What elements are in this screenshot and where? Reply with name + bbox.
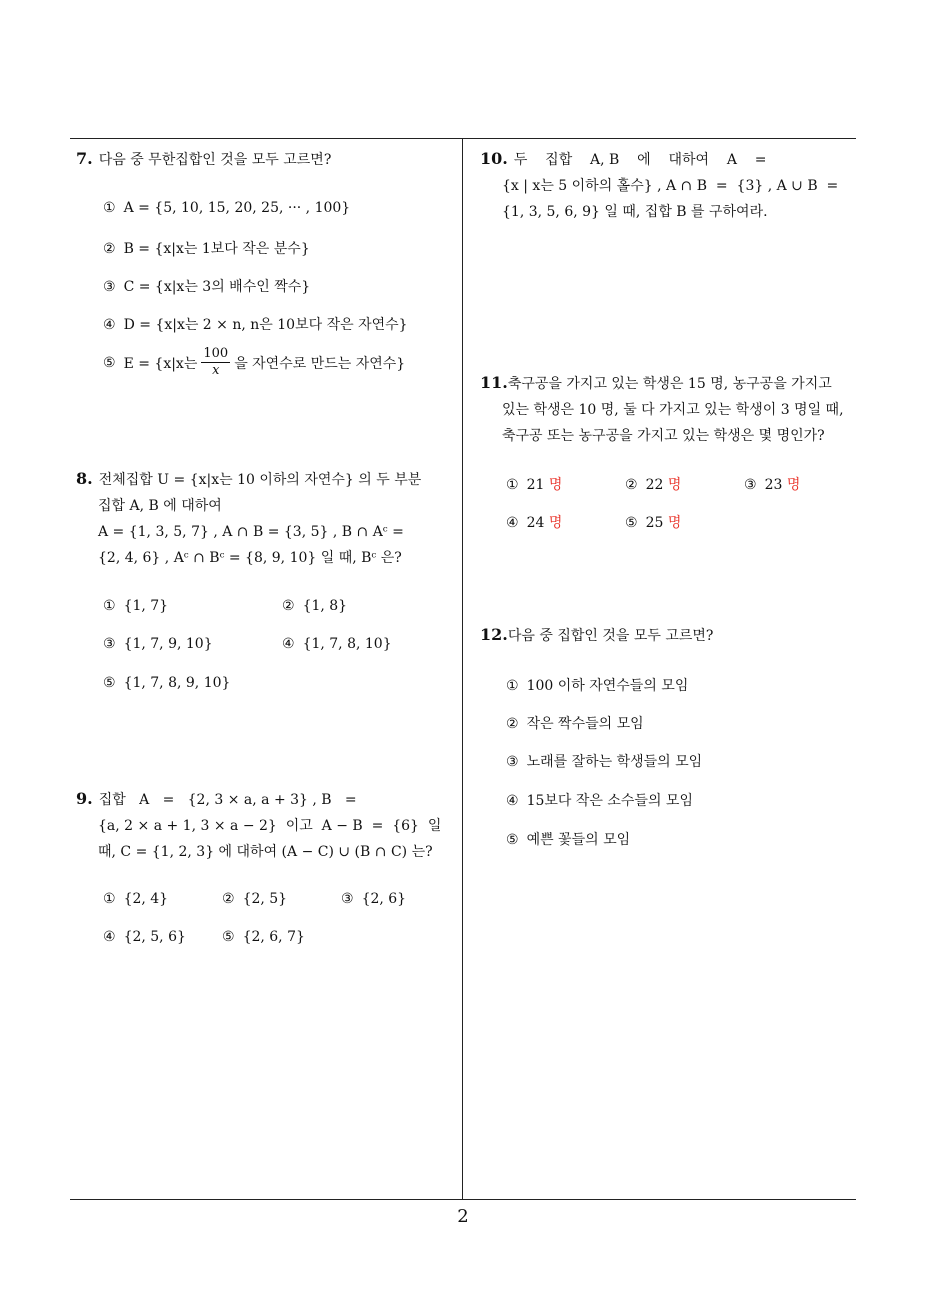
option-marker: ④ xyxy=(103,929,116,945)
q9-option-2[interactable] xyxy=(222,891,287,907)
option-value: 24 xyxy=(526,515,545,531)
question-11 xyxy=(480,370,864,449)
question-stem-line: 전체집합 U = {x|x는 10 이하의 자연수} 의 두 부분 xyxy=(98,472,422,488)
option-marker: ① xyxy=(103,891,116,907)
q7-option-4[interactable] xyxy=(103,314,408,334)
option-text: 100 이하 자연수들의 모임 xyxy=(526,678,689,694)
question-number: 9. xyxy=(76,789,93,808)
option-unit: 명 xyxy=(548,515,563,531)
q11-option-4[interactable] xyxy=(506,512,562,532)
q7-option-5[interactable] xyxy=(103,346,405,379)
option-marker: ③ xyxy=(103,279,116,295)
question-stem-line: 축구공을 가지고 있는 학생은 15 명, 농구공을 가지고 xyxy=(507,376,832,392)
q11-option-5[interactable] xyxy=(625,512,681,532)
option-value: 25 xyxy=(645,515,664,531)
option-text: 15보다 작은 소수들의 모임 xyxy=(526,793,693,809)
option-marker: ② xyxy=(625,477,638,493)
q8-option-2[interactable] xyxy=(282,598,347,614)
q8-option-5[interactable] xyxy=(103,675,230,691)
q8-option-3[interactable] xyxy=(103,636,213,652)
question-7 xyxy=(76,146,456,173)
option-value: 23 xyxy=(764,477,783,493)
option-marker: ① xyxy=(103,200,116,216)
question-stem-line: {a, 2 × a + 1, 3 × a − 2} 이고 A − B = {6} 일 xyxy=(98,818,442,834)
option-text: C = {x|x는 3의 배수인 짝수} xyxy=(123,279,311,295)
option-text: {2, 6, 7} xyxy=(242,929,305,945)
option-text: {2, 5} xyxy=(242,891,288,907)
option-marker: ⑤ xyxy=(506,832,519,848)
option-text-pre: E = {x|x는 xyxy=(123,355,198,372)
q9-option-3[interactable] xyxy=(341,891,406,907)
q12-option-3[interactable] xyxy=(506,751,702,771)
option-text: D = {x|x는 2 × n, n은 10보다 작은 자연수} xyxy=(123,317,408,333)
option-unit: 명 xyxy=(667,477,682,493)
question-number: 10. xyxy=(480,149,508,168)
option-marker: ① xyxy=(103,598,116,614)
top-rule xyxy=(70,138,856,139)
question-number: 7. xyxy=(76,149,93,168)
q11-option-2[interactable] xyxy=(625,474,681,494)
question-stem: 다음 중 집합인 것을 모두 고르면? xyxy=(507,628,714,644)
option-marker: ③ xyxy=(103,636,116,652)
option-unit: 명 xyxy=(786,477,801,493)
fraction xyxy=(201,346,230,379)
q11-option-3[interactable] xyxy=(744,474,800,494)
option-text: {1, 7, 9, 10} xyxy=(123,636,213,652)
question-stem-line: 두 집합 A, B 에 대하여 A = xyxy=(513,152,767,168)
question-number: 8. xyxy=(76,469,93,488)
option-value: 22 xyxy=(645,477,664,493)
option-text: {1, 8} xyxy=(302,598,348,614)
q8-option-1[interactable] xyxy=(103,598,168,614)
q8-option-4[interactable] xyxy=(282,636,392,652)
option-marker: ④ xyxy=(282,636,295,652)
option-marker: ③ xyxy=(744,477,757,493)
option-value: 21 xyxy=(526,477,545,493)
option-marker: ③ xyxy=(506,754,519,770)
option-marker: ④ xyxy=(506,515,519,531)
option-text: {1, 7} xyxy=(123,598,169,614)
q12-option-5[interactable] xyxy=(506,829,630,849)
option-marker: ② xyxy=(282,598,295,614)
option-marker: ② xyxy=(506,716,519,732)
q11-option-1[interactable] xyxy=(506,474,562,494)
option-marker: ④ xyxy=(103,317,116,333)
option-marker: ⑤ xyxy=(103,675,116,691)
question-10 xyxy=(480,146,860,225)
question-stem-line: 축구공 또는 농구공을 가지고 있는 학생은 몇 명인가? xyxy=(502,428,825,444)
question-number: 12. xyxy=(480,625,508,644)
question-stem-line: A = {1, 3, 5, 7} , A ∩ B = {3, 5} , B ∩ Aᶜ = xyxy=(98,524,404,540)
option-text: {1, 7, 8, 10} xyxy=(302,636,392,652)
question-stem-line: 때, C = {1, 2, 3} 에 대하여 (A − C) ∪ (B ∩ C) 는? xyxy=(98,844,433,860)
page-number: 2 xyxy=(457,1206,469,1227)
question-stem-line: {1, 3, 5, 6, 9} 일 때, 집합 B 를 구하여라. xyxy=(502,204,768,220)
option-marker: ⑤ xyxy=(625,515,638,531)
question-9 xyxy=(76,786,456,865)
q9-option-1[interactable] xyxy=(103,891,168,907)
option-unit: 명 xyxy=(548,477,563,493)
q12-option-4[interactable] xyxy=(506,790,693,810)
question-stem-line: {2, 4, 6} , Aᶜ ∩ Bᶜ = {8, 9, 10} 일 때, Bᶜ 은? xyxy=(98,550,402,566)
column-divider xyxy=(462,138,463,1200)
fraction-numerator: 100 xyxy=(203,346,229,361)
option-marker: ⑤ xyxy=(103,354,116,371)
option-text: A = {5, 10, 15, 20, 25, ··· , 100} xyxy=(123,200,351,216)
option-marker: ③ xyxy=(341,891,354,907)
q7-option-1[interactable] xyxy=(103,200,350,216)
option-marker: ④ xyxy=(506,793,519,809)
option-marker: ⑤ xyxy=(222,929,235,945)
question-stem-line: 집합 A = {2, 3 × a, a + 3} , B = xyxy=(98,792,357,808)
bottom-rule xyxy=(70,1199,856,1200)
option-text: 작은 짝수들의 모임 xyxy=(526,716,644,732)
question-12 xyxy=(480,622,860,649)
option-marker: ① xyxy=(506,678,519,694)
question-8 xyxy=(76,466,456,571)
q9-option-4[interactable] xyxy=(103,929,186,945)
option-marker: ② xyxy=(222,891,235,907)
option-text-post: 을 자연수로 만드는 자연수} xyxy=(234,355,406,372)
option-text: {1, 7, 8, 9, 10} xyxy=(123,675,231,691)
option-text: B = {x|x는 1보다 작은 분수} xyxy=(123,241,310,257)
question-stem-line: 집합 A, B 에 대하여 xyxy=(98,498,222,514)
option-marker: ② xyxy=(103,241,116,257)
option-unit: 명 xyxy=(667,515,682,531)
fraction-denominator: x xyxy=(212,363,220,378)
option-text: {2, 6} xyxy=(361,891,407,907)
option-text: {2, 5, 6} xyxy=(123,929,186,945)
option-text: 예쁜 꽃들의 모임 xyxy=(526,832,631,848)
option-marker: ① xyxy=(506,477,519,493)
q9-option-5[interactable] xyxy=(222,929,305,945)
question-stem-line: {x | x는 5 이하의 홀수} , A ∩ B = {3} , A ∪ B = xyxy=(502,178,839,194)
q7-option-2[interactable] xyxy=(103,238,310,258)
question-stem: 다음 중 무한집합인 것을 모두 고르면? xyxy=(98,152,332,168)
q12-option-2[interactable] xyxy=(506,713,644,733)
option-text: 노래를 잘하는 학생들의 모임 xyxy=(526,754,703,770)
q12-option-1[interactable] xyxy=(506,675,688,695)
question-number: 11. xyxy=(480,373,508,392)
q7-option-3[interactable] xyxy=(103,276,310,296)
option-text: {2, 4} xyxy=(123,891,169,907)
question-stem-line: 있는 학생은 10 명, 둘 다 가지고 있는 학생이 3 명일 때, xyxy=(502,402,844,418)
